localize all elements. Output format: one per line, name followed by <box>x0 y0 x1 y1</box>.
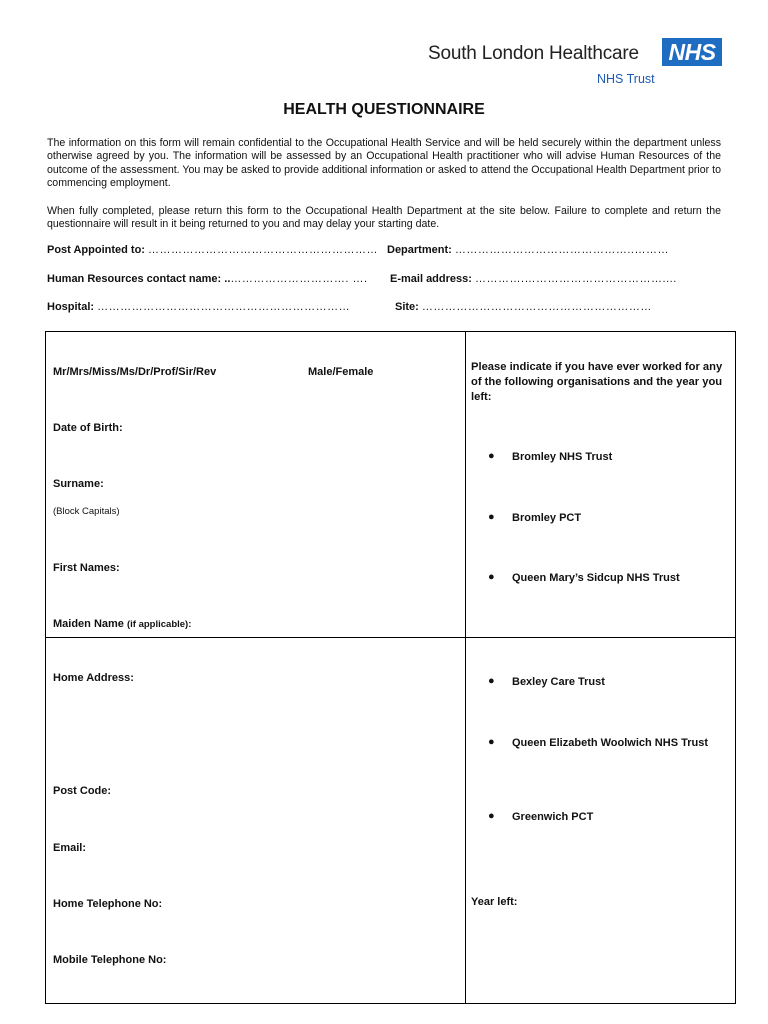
title-options[interactable]: Mr/Mrs/Miss/Ms/Dr/Prof/Sir/Rev <box>53 366 217 378</box>
bullet-icon: ● <box>488 675 495 687</box>
org-queen-marys-sidcup: Queen Mary’s Sidcup NHS Trust <box>512 572 680 584</box>
bullet-icon: ● <box>488 810 495 822</box>
hr-contact-label: Human Resources contact name: .. <box>47 273 231 285</box>
personal-details-table <box>45 331 736 1004</box>
intro-paragraph-1: The information on this form will remain confidential to the Occupational Health Service and will be held securely within the department unless otherwise agreed by you. The information will be assessed by an Occupational Health practitioner who will advise Human Resources of the outcome of the assessment. You may be asked to provide additional information or asked to attend the Occupational Health Department prior to commencing employment. <box>47 137 721 189</box>
bullet-icon: ● <box>488 571 495 583</box>
org-greenwich-pct: Greenwich PCT <box>512 811 594 823</box>
column-divider <box>465 332 466 1003</box>
hospital-label: Hospital: <box>47 301 95 313</box>
bullet-icon: ● <box>488 511 495 523</box>
if-applicable-note: (if applicable): <box>126 619 192 630</box>
maiden-name-label <box>53 618 191 630</box>
email-label: Email: <box>53 842 87 854</box>
trust-label: NHS Trust <box>597 72 655 86</box>
block-capitals-note: (Block Capitals) <box>53 506 120 517</box>
org-name: South London Healthcare <box>428 43 639 64</box>
bullet-icon: ● <box>488 450 495 462</box>
post-code-label: Post Code: <box>53 785 112 797</box>
mobile-telephone-label: Mobile Telephone No: <box>53 954 167 966</box>
hr-contact-dots: …………………………. …. <box>230 273 368 285</box>
department-dots: ………………………………………..……… <box>454 244 669 256</box>
hospital-dots: ………………………………………………………… <box>97 301 351 313</box>
org-queen-elizabeth-woolwich: Queen Elizabeth Woolwich NHS Trust <box>512 737 708 749</box>
surname-label: Surname: <box>53 478 104 490</box>
year-left-label: Year left: <box>471 896 518 908</box>
nhs-logo: NHS <box>662 38 722 66</box>
email-address-label: E-mail address: <box>390 273 472 285</box>
site-dots: …………………………………………………… <box>421 301 652 313</box>
post-appointed-label: Post Appointed to: <box>47 244 145 256</box>
organisations-prompt: Please indicate if you have ever worked for any of the following organisations and the year you left: <box>471 361 723 403</box>
post-appointed-dots: …………………………………………………… <box>148 244 379 256</box>
page-title: HEALTH QUESTIONNAIRE <box>283 101 485 118</box>
maiden-name-text: Maiden Name <box>53 618 124 630</box>
bullet-icon: ● <box>488 736 495 748</box>
trust-logo <box>428 36 724 92</box>
first-names-label: First Names: <box>53 562 120 574</box>
department-label: Department: <box>387 244 452 256</box>
email-address-dots: ………….……………………………….... <box>474 273 677 285</box>
gender-options[interactable]: Male/Female <box>308 366 374 378</box>
org-bexley-care-trust: Bexley Care Trust <box>512 676 605 688</box>
org-bromley-pct: Bromley PCT <box>512 512 582 524</box>
hr-contact-field[interactable] <box>47 273 368 285</box>
email-address-field[interactable] <box>390 273 677 285</box>
home-telephone-label: Home Telephone No: <box>53 898 163 910</box>
site-field[interactable] <box>395 301 652 313</box>
home-address-label: Home Address: <box>53 672 134 684</box>
org-bromley-nhs-trust: Bromley NHS Trust <box>512 451 613 463</box>
site-label: Site: <box>395 301 419 313</box>
intro-paragraph-2: When fully completed, please return this form to the Occupational Health Department at the site below. Failure to complete and return the questionnaire will result in it being returned to you and may delay your starting date. <box>47 205 721 231</box>
hospital-field[interactable] <box>47 301 350 313</box>
post-appointed-field[interactable] <box>47 244 378 256</box>
department-field[interactable] <box>387 244 669 256</box>
row-divider <box>46 637 735 638</box>
dob-label: Date of Birth: <box>53 422 123 434</box>
